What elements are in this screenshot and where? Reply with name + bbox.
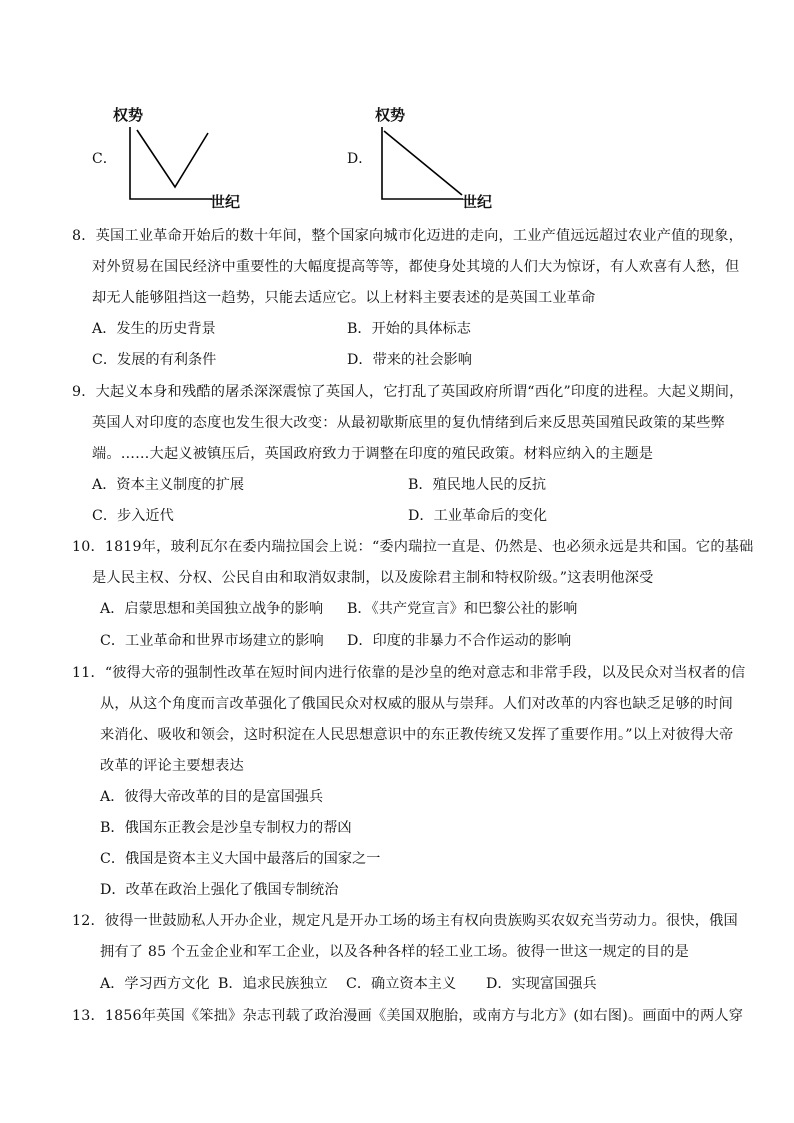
q8-line-2: 对外贸易在国民经济中重要性的大幅度提高等等，都使身处其境的人们大为惊讶，有人欢喜有人愁，但 xyxy=(92,259,740,275)
q9-line-3: 端。……大起义被镇压后，英国政府致力于调整在印度的殖民政策。材料应纳入的主题是 xyxy=(92,446,654,462)
q13-line-1: 13．1856年英国《笨拙》杂志刊载了政治漫画《美国双胞胎，或南方与北方》(如右图)。画面中的两人穿 xyxy=(72,1008,744,1024)
q11-choice-a[interactable]: A．彼得大帝改革的目的是富国强兵 xyxy=(100,789,324,805)
q8-line-3: 却无人能够阻挡这一趋势，只能去适应它。以上材料主要表述的是英国工业革命 xyxy=(92,290,596,306)
q11-line-1: 11．“彼得大帝的强制性改革在短时间内进行依靠的是沙皇的绝对意志和非常手段，以及民众对当权者的信 xyxy=(72,665,746,681)
q9-choice-a[interactable]: A．资本主义制度的扩展 xyxy=(92,477,245,493)
graph-d-y-label: 权势 xyxy=(375,106,406,124)
q10-line-1: 10．1819年，玻利瓦尔在委内瑞拉国会上说：“委内瑞拉一直是、仍然是、也必须永远是共和国。它的基础 xyxy=(72,539,754,555)
graph-d-decline xyxy=(375,125,470,205)
q8-choice-a[interactable]: A．发生的历史背景 xyxy=(92,321,216,337)
q10-line-2: 是人民主权、分权、公民自由和取消奴隶制，以及废除君主制和特权阶级。”这表明他深受 xyxy=(92,570,654,586)
q8-choice-d[interactable]: D．带来的社会影响 xyxy=(347,352,472,368)
q12-line-2: 拥有了 85 个五金企业和军工企业，以及各种各样的轻工业工场。彼得一世这一规定的目的是 xyxy=(100,944,689,960)
q11-line-4: 改革的评论主要想表达 xyxy=(100,758,244,774)
q9-choice-d[interactable]: D．工业革命后的变化 xyxy=(408,508,548,524)
q12-choice-c[interactable]: C．确立资本主义 xyxy=(346,976,457,992)
q11-choice-b[interactable]: B．俄国东正教会是沙皇专制权力的帮凶 xyxy=(100,820,352,836)
graph-c-curve xyxy=(137,130,208,187)
q10-choice-c[interactable]: C．工业革命和世界市场建立的影响 xyxy=(100,633,324,649)
graph-c-v-shape xyxy=(120,125,215,205)
q11-choice-c[interactable]: C．俄国是资本主义大国中最落后的国家之一 xyxy=(100,851,381,867)
q12-choice-b[interactable]: B．追求民族独立 xyxy=(218,976,328,992)
q8-choice-b[interactable]: B．开始的具体标志 xyxy=(347,321,471,337)
q9-line-2: 英国人对印度的态度也发生很大改变：从最初歇斯底里的复仇情绪到后来反思英国殖民政策的某些弊 xyxy=(92,415,726,431)
graph-d-curve xyxy=(384,131,462,195)
q12-choice-a[interactable]: A．学习西方文化 xyxy=(100,976,210,992)
q10-choice-d[interactable]: D．印度的非暴力不合作运动的影响 xyxy=(347,633,572,649)
q9-choice-c[interactable]: C．步入近代 xyxy=(92,508,174,524)
q12-choice-d[interactable]: D．实现富国强兵 xyxy=(486,976,597,992)
graph-c-y-label: 权势 xyxy=(113,106,144,124)
q12-line-1: 12．彼得一世鼓励私人开办企业，规定凡是开办工场的场主有权向贵族购买农奴充当劳动力。很快，俄国 xyxy=(72,913,738,929)
q8-choice-c[interactable]: C．发展的有利条件 xyxy=(92,352,217,368)
q10-choice-a[interactable]: A．启蒙思想和美国独立战争的影响 xyxy=(100,601,324,617)
q9-choice-b[interactable]: B．殖民地人民的反抗 xyxy=(408,477,547,493)
q8-line-1: 8．英国工业革命开始后的数十年间，整个国家向城市化迈进的走向，工业产值远远超过农业产值的现象， xyxy=(72,228,744,244)
graph-d-x-label: 世纪 xyxy=(462,193,493,211)
q11-line-2: 从，从这个角度而言改革强化了俄国民众对权威的服从与崇拜。人们对改革的内容也缺乏足够的时间 xyxy=(100,696,734,712)
q10-choice-b[interactable]: B．《共产党宣言》和巴黎公社的影响 xyxy=(347,601,578,617)
option-d-letter: D． xyxy=(347,151,373,167)
q11-line-3: 来消化、吸收和领会，这时积淀在人民思想意识中的东正教传统又发挥了重要作用。”以上对彼得大帝 xyxy=(100,727,734,743)
q11-choice-d[interactable]: D．改革在政治上强化了俄国专制统治 xyxy=(100,882,339,898)
graph-c-x-label: 世纪 xyxy=(210,193,241,211)
option-c-letter: C． xyxy=(92,151,117,167)
q9-line-1: 9．大起义本身和残酷的屠杀深深震惊了英国人，它打乱了英国政府所谓“西化”印度的进程。大起义期间， xyxy=(72,384,744,400)
